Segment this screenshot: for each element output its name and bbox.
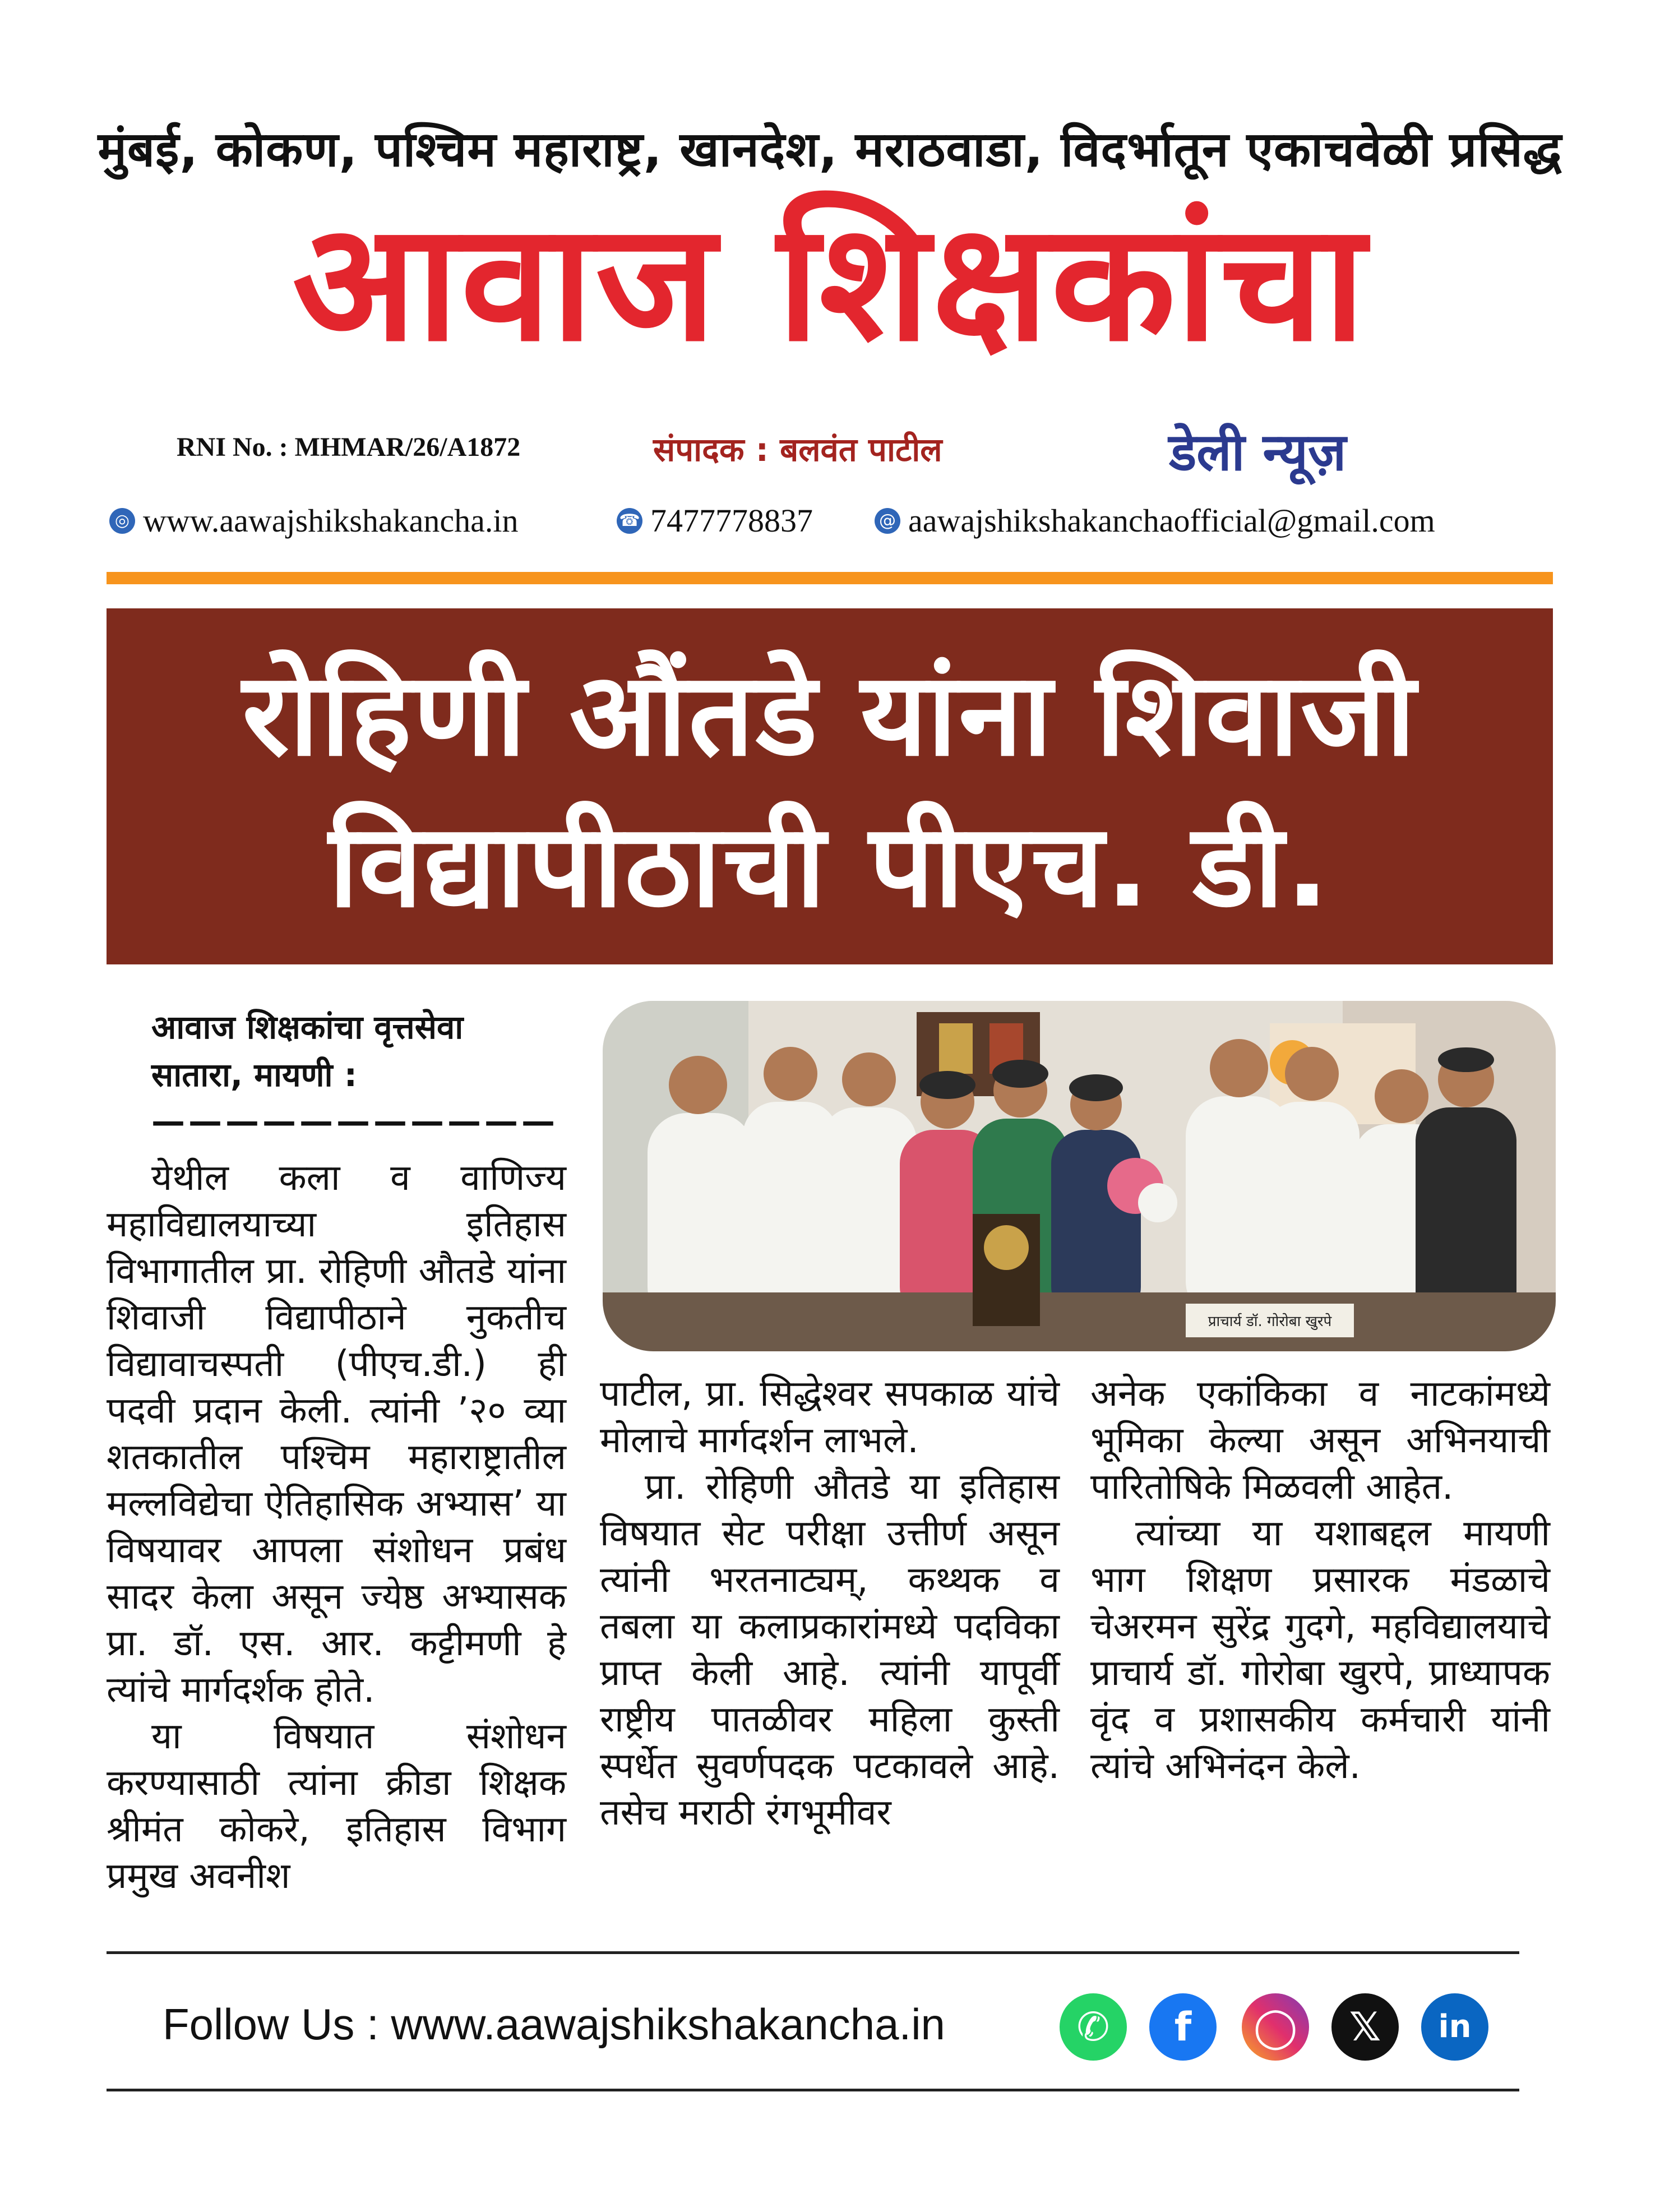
phone-icon: ☎ bbox=[617, 508, 642, 534]
headline-line-1: रोहिणी औंतडे यांना शिवाजी bbox=[242, 648, 1417, 782]
globe-icon: ◎ bbox=[109, 508, 135, 534]
article-paragraph: प्रा. रोहिणी औतडे या इतिहास विषयात सेट परीक्षा उत्तीर्ण असून त्यांनी भरतनाट्यम्, कथ्थक व तबला या कलाप्रकारांमध्ये पदविका प्राप्त केली आहे. त्यांनी यापूर्वी राष्ट्रीय पातळीवर महिला कुस्ती स्पर्धेत सुवर्णपदक पटकावले आहे. तसेच मराठी रंगभूमीवर bbox=[600, 1466, 1060, 1834]
daily-news-label: डेली न्यूज़ bbox=[1169, 422, 1347, 482]
footer-divider-top bbox=[107, 1951, 1519, 1954]
masthead-title: आवाज शिक्षकांचा bbox=[292, 188, 1368, 377]
x-icon[interactable]: 𝕏 bbox=[1331, 1993, 1399, 2061]
article-paragraph: पाटील, प्रा. सिद्धेश्वर सपकाळ यांचे मोलाचे मार्गदर्शन लाभले. bbox=[600, 1373, 1060, 1461]
email-text: aawajshikshakanchaofficial@gmail.com bbox=[908, 502, 1435, 539]
article-paragraph: त्यांच्या या यशाबद्दल मायणी भाग शिक्षण प्रसारक मंडळाचे चेअरमन सुरेंद्र गुदगे, महविद्यालयाचे प्राचार्य डॉ. गोरोबा खुरपे, प्राध्यापक वृंद व प्रशासकीय कर्मचारी यांनी त्यांचे अभिनंदन केले. bbox=[1090, 1513, 1550, 1787]
header-divider bbox=[107, 572, 1553, 584]
nameplate-text: प्राचार्य डॉ. गोरोबा खुरपे bbox=[1208, 1313, 1332, 1330]
instagram-icon[interactable]: ◯ bbox=[1242, 1993, 1309, 2061]
phone-text: 7477778837 bbox=[650, 502, 813, 539]
contact-phone[interactable] bbox=[617, 502, 813, 539]
article-paragraph: या विषयात संशोधन करण्यासाठी त्यांना क्रीडा शिक्षक श्रीमंत कोकरे, इतिहास विभाग प्रमुख अवनीश bbox=[107, 1716, 566, 1897]
headline-banner bbox=[107, 608, 1553, 964]
article-column-1 bbox=[107, 1155, 566, 1900]
article-column-2 bbox=[600, 1371, 1060, 1836]
headline-line-2: विद्यापीठाची पीएच. डी. bbox=[329, 800, 1331, 933]
follow-us-text[interactable]: Follow Us : www.aawajshikshakancha.in bbox=[163, 1999, 945, 2049]
whatsapp-icon[interactable]: ✆ bbox=[1060, 1993, 1127, 2061]
article-column-3 bbox=[1090, 1371, 1550, 1790]
facebook-icon[interactable]: f bbox=[1149, 1993, 1217, 2061]
news-photo bbox=[603, 1001, 1556, 1351]
rni-number: RNI No. : MHMAR/26/A1872 bbox=[177, 432, 521, 462]
article-paragraph: येथील कला व वाणिज्य महाविद्यालयाच्या इतिहास विभागातील प्रा. रोहिणी औतडे यांना शिवाजी विद्यापीठाने नुकतीच विद्यावाचस्पती (पीएच.डी.) ही पदवी प्रदान केली. त्यांनी ’२० व्या शतकातील पश्चिम महाराष्ट्रातील मल्लविद्येचा ऐतिहासिक अभ्यास’ या विषयावर आपला संशोधन प्रबंध सादर केला असून ज्येष्ठ अभ्यासक प्रा. डॉ. एस. आर. कट्टीमणी हे त्यांचे मार्गदर्शक होते. bbox=[107, 1157, 566, 1711]
editor-name: संपादक : बलवंत पाटील bbox=[653, 431, 942, 469]
byline-agency: आवाज शिक्षकांचा वृत्तसेवा bbox=[151, 1008, 464, 1046]
linkedin-icon[interactable]: in bbox=[1421, 1993, 1488, 2061]
group-photo-illustration bbox=[603, 1001, 1556, 1351]
website-text: www.aawajshikshakancha.in bbox=[143, 502, 519, 539]
footer-divider-bottom bbox=[107, 2089, 1519, 2091]
email-icon: @ bbox=[875, 508, 900, 534]
contact-website[interactable] bbox=[109, 502, 518, 539]
contact-email[interactable] bbox=[875, 502, 1435, 539]
article-paragraph: अनेक एकांकिका व नाटकांमध्ये भूमिका केल्या असून अभिनयाची पारितोषिके मिळवली आहेत. bbox=[1090, 1373, 1550, 1508]
byline-place: सातारा, मायणी : bbox=[151, 1056, 357, 1094]
byline bbox=[151, 1004, 463, 1099]
byline-dashes: ——————————— bbox=[151, 1102, 558, 1141]
tagline: मुंबई, कोकण, पश्चिम महाराष्ट्र, खानदेश, मराठवाडा, विदर्भातून एकाचवेळी प्रसिद्ध bbox=[98, 122, 1562, 178]
